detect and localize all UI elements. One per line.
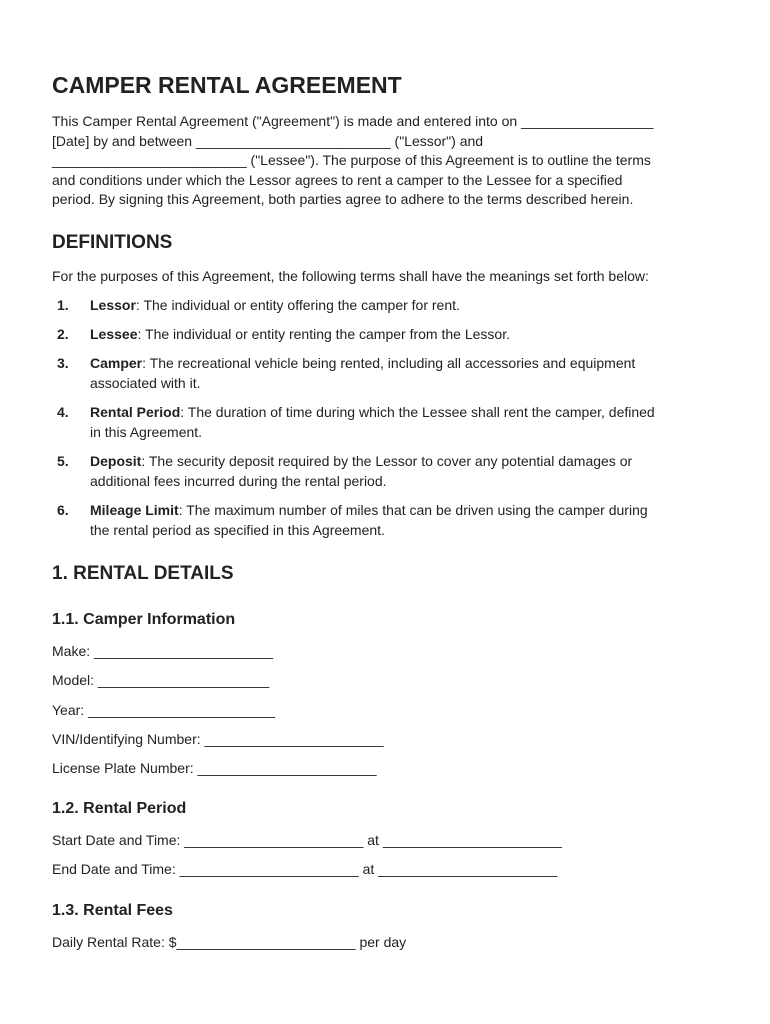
start-date-field: Start Date and Time: _______________________ at _______________________ bbox=[52, 832, 562, 848]
definition-term: Deposit bbox=[90, 453, 142, 469]
definition-text: : The duration of time during which the Lessee shall rent the camper, defined bbox=[180, 404, 655, 420]
definition-text: in this Agreement. bbox=[90, 423, 203, 440]
rental-fees-heading: 1.3. Rental Fees bbox=[52, 902, 173, 919]
definition-term: Lessee bbox=[90, 326, 138, 342]
end-date-field: End Date and Time: _______________________ at _______________________ bbox=[52, 861, 558, 877]
daily-rate-field: Daily Rental Rate: $_______________________ per day bbox=[52, 934, 407, 950]
intro-paragraph bbox=[52, 112, 732, 210]
definition-term: Camper bbox=[90, 355, 143, 371]
definition-term: Mileage Limit bbox=[90, 502, 179, 518]
intro-line: This Camper Rental Agreement ("Agreement") is made and entered into on _________________ bbox=[52, 113, 654, 129]
definition-text: : The security deposit required by the Lessor to cover any potential damages or bbox=[141, 453, 633, 469]
camper-information-heading: 1.1. Camper Information bbox=[52, 611, 236, 628]
item-number: 6. bbox=[57, 502, 69, 518]
definition-text: : The individual or entity offering the camper for rent. bbox=[135, 297, 460, 313]
rental-details-heading: 1. RENTAL DETAILS bbox=[52, 563, 234, 584]
definition-term: Rental Period bbox=[90, 404, 181, 420]
definition-text: the rental period as specified in this Agreement. bbox=[90, 521, 385, 538]
intro-line: and conditions under which the Lessor agrees to rent a camper to the Lessee for a specified bbox=[52, 171, 623, 188]
item-number: 5. bbox=[57, 453, 69, 469]
make-field: Make: _______________________ bbox=[52, 643, 274, 659]
definition-text: associated with it. bbox=[90, 374, 201, 391]
item-number: 3. bbox=[57, 355, 69, 371]
definitions-heading: DEFINITIONS bbox=[52, 232, 173, 253]
intro-line: _________________________ ("Lessee"). The purpose of this Agreement is to outline the terms bbox=[52, 152, 651, 168]
model-field: Model: ______________________ bbox=[52, 672, 270, 688]
license-plate-field: License Plate Number: _______________________ bbox=[52, 760, 377, 776]
definition-text: : The individual or entity renting the camper from the Lessor. bbox=[137, 326, 510, 342]
year-field: Year: ________________________ bbox=[52, 702, 275, 718]
item-number: 1. bbox=[57, 297, 69, 313]
definition-text: : The maximum number of miles that can be driven using the camper during bbox=[178, 502, 648, 518]
rental-period-heading: 1.2. Rental Period bbox=[52, 800, 187, 817]
document-title: CAMPER RENTAL AGREEMENT bbox=[52, 72, 402, 98]
definition-text: : The recreational vehicle being rented, including all accessories and equipment bbox=[142, 355, 636, 371]
definition-term: Lessor bbox=[90, 297, 136, 313]
vin-field: VIN/Identifying Number: _______________________ bbox=[52, 731, 384, 747]
intro-line: [Date] by and between _________________________ ("Lessor") and bbox=[52, 132, 484, 149]
definitions-lead: For the purposes of this Agreement, the following terms shall have the meanings set forth below: bbox=[52, 268, 649, 284]
item-number: 4. bbox=[57, 404, 69, 420]
intro-line: period. By signing this Agreement, both parties agree to adhere to the terms described herein. bbox=[52, 191, 634, 207]
item-number: 2. bbox=[57, 326, 69, 342]
definition-text: additional fees incurred during the rental period. bbox=[90, 472, 387, 489]
